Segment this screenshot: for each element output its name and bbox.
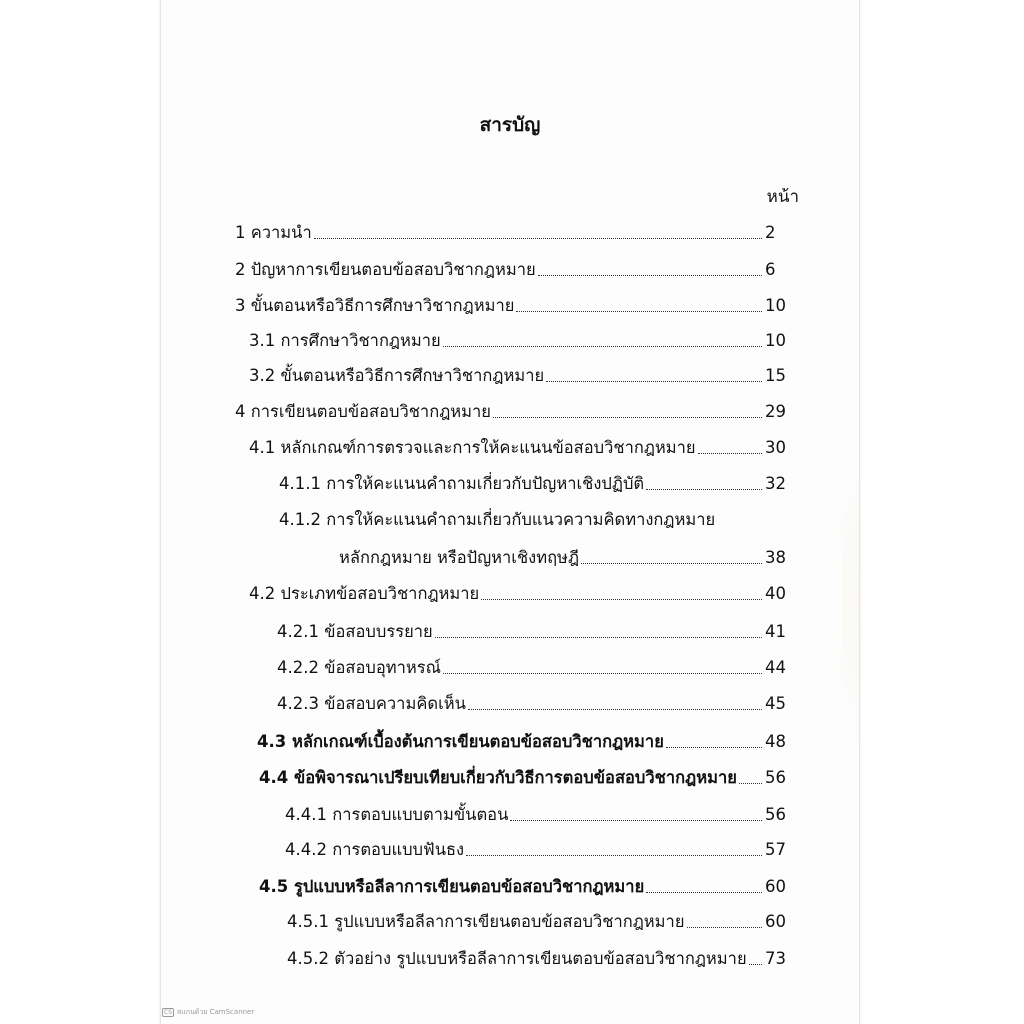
toc-entry-text: 4.1.2 การให้คะแนนคำถามเกี่ยวกับแนวความคิดทางกฎหมาย xyxy=(279,510,716,529)
dot-leader xyxy=(646,489,762,490)
toc-entry-text: 3.2 ขั้นตอนหรือวิธีการศึกษาวิชากฎหมาย xyxy=(249,365,545,385)
dot-leader xyxy=(493,417,762,418)
dot-leader xyxy=(687,927,763,928)
toc-entry xyxy=(279,466,787,492)
toc-entry-text: 4.4.1 การตอบแบบตามขั้นตอน xyxy=(285,804,509,824)
toc-entry xyxy=(285,832,787,858)
toc-entry-text: 4.5.2 ตัวอย่าง รูปแบบหรือลีลาการเขียนตอบข้อสอบวิชากฎหมาย xyxy=(287,948,747,968)
toc-entry-text: 4.5.1 รูปแบบหรือลีลาการเขียนตอบข้อสอบวิชากฎหมาย xyxy=(287,911,685,931)
toc-entry-page: 45 xyxy=(765,693,786,713)
dot-leader xyxy=(666,747,762,748)
toc-entry xyxy=(277,614,787,640)
toc-entry xyxy=(287,941,787,967)
toc-title: สารบัญ xyxy=(479,114,541,136)
toc-entry-page: 48 xyxy=(765,731,786,751)
toc-entry-page: 44 xyxy=(765,657,786,677)
dot-leader xyxy=(516,311,762,312)
dot-leader xyxy=(538,275,762,276)
toc-entry-page: 10 xyxy=(765,295,786,315)
toc-entry-page: 73 xyxy=(765,948,786,968)
toc-entry xyxy=(257,724,787,750)
toc-entry xyxy=(259,869,787,895)
toc-entry xyxy=(277,686,787,712)
toc-entry-page: 29 xyxy=(765,401,786,421)
toc-entry-page: 41 xyxy=(765,621,786,641)
toc-entry xyxy=(249,430,787,456)
camscanner-logo-icon: CS xyxy=(164,1009,172,1016)
toc-entry-text: 4.2.1 ข้อสอบบรรยาย xyxy=(277,621,433,641)
toc-entry-text: 4.4.2 การตอบแบบฟันธง xyxy=(285,839,465,859)
dot-leader xyxy=(581,563,762,564)
toc-entry xyxy=(249,358,787,384)
document-page xyxy=(160,0,860,1024)
toc-entry xyxy=(235,215,787,241)
dot-leader xyxy=(466,855,762,856)
toc-entry-page: 60 xyxy=(765,876,786,896)
scanner-watermark xyxy=(162,1007,254,1018)
toc-entry xyxy=(259,760,787,786)
toc-entry xyxy=(339,540,787,566)
toc-entry-page: 38 xyxy=(765,547,786,567)
toc-entry-text: 4.2 ประเภทข้อสอบวิชากฎหมาย xyxy=(249,583,480,603)
dot-leader xyxy=(646,892,762,893)
toc-entry-page: 10 xyxy=(765,330,786,350)
dot-leader xyxy=(546,381,762,382)
toc-entry-text: 3.1 การศึกษาวิชากฎหมาย xyxy=(249,330,441,350)
dot-leader xyxy=(698,453,762,454)
toc-entry xyxy=(249,576,787,602)
dot-leader xyxy=(739,783,762,784)
toc-entry xyxy=(249,323,787,349)
toc-entry-text: 4.4 ข้อพิจารณาเปรียบเทียบเกี่ยวกับวิธีการตอบข้อสอบวิชากฎหมาย xyxy=(259,767,737,787)
toc-entry-text: 4 การเขียนตอบข้อสอบวิชากฎหมาย xyxy=(235,401,491,421)
toc-entry-text: 4.1 หลักเกณฑ์การตรวจและการให้คะแนนข้อสอบวิชากฎหมาย xyxy=(249,437,696,457)
toc-entry-text: 4.5 รูปแบบหรือลีลาการเขียนตอบข้อสอบวิชากฎหมาย xyxy=(259,876,645,896)
toc-entry-continuation: หลักกฎหมาย หรือปัญหาเชิงทฤษฎี xyxy=(339,547,580,567)
scanner-watermark-text: สแกนด้วย CamScanner xyxy=(177,1008,255,1016)
dot-leader xyxy=(481,599,762,600)
toc-entry xyxy=(235,288,787,314)
toc-entry-page: 32 xyxy=(765,473,786,493)
dot-leader xyxy=(510,820,762,821)
dot-leader xyxy=(468,709,762,710)
dot-leader xyxy=(314,238,762,239)
toc-entry-text: 3 ขั้นตอนหรือวิธีการศึกษาวิชากฎหมาย xyxy=(235,295,515,315)
toc-entry-text: 4.1.1 การให้คะแนนคำถามเกี่ยวกับปัญหาเชิงปฏิบัติ xyxy=(279,473,645,493)
dot-leader xyxy=(443,346,762,347)
table-of-contents xyxy=(161,0,859,1024)
toc-entry-text: 2 ปัญหาการเขียนตอบข้อสอบวิชากฎหมาย xyxy=(235,259,536,279)
toc-entry xyxy=(235,394,787,420)
toc-entry-page: 6 xyxy=(765,259,776,279)
toc-entry-page: 60 xyxy=(765,911,786,931)
toc-entry xyxy=(277,650,787,676)
dot-leader xyxy=(443,673,762,674)
dot-leader xyxy=(749,964,762,965)
toc-entry-page: 57 xyxy=(765,839,786,859)
page-column-label: หน้า xyxy=(766,187,799,207)
toc-entry-text: 4.3 หลักเกณฑ์เบื้องต้นการเขียนตอบข้อสอบวิชากฎหมาย xyxy=(257,731,664,751)
toc-entry-page: 40 xyxy=(765,583,786,603)
toc-entry-page: 56 xyxy=(765,767,786,787)
toc-entry-text: 1 ความนำ xyxy=(235,222,312,242)
dot-leader xyxy=(435,637,762,638)
toc-entry-text: 4.2.3 ข้อสอบความคิดเห็น xyxy=(277,693,466,713)
toc-entry-page: 15 xyxy=(765,365,786,385)
toc-entry xyxy=(285,797,787,823)
toc-entry-page: 2 xyxy=(765,222,776,242)
toc-entry xyxy=(287,904,787,930)
toc-entry-page: 30 xyxy=(765,437,786,457)
toc-entry-text: 4.2.2 ข้อสอบอุทาหรณ์ xyxy=(277,657,441,677)
toc-entry-page: 56 xyxy=(765,804,786,824)
toc-entry xyxy=(235,252,787,278)
